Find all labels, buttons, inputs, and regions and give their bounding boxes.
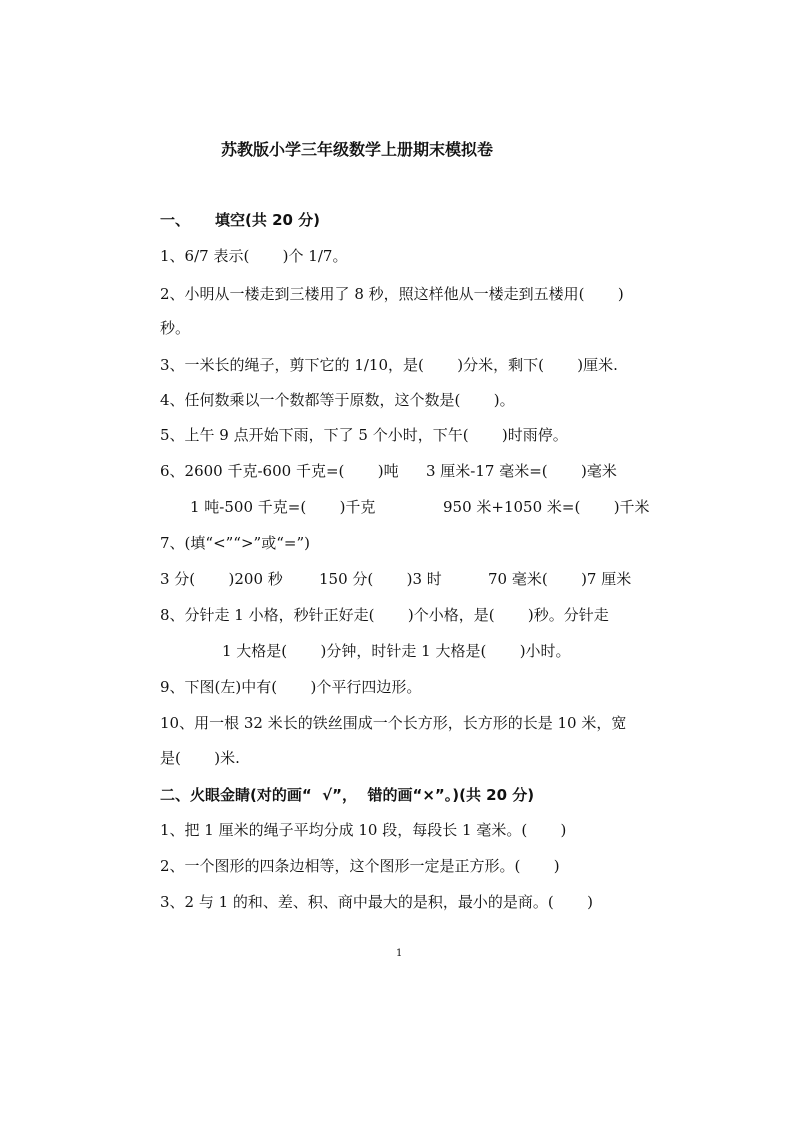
question-8-line-2: 1 大格是( )分钟，时针走 1 大格是( )小时。 bbox=[222, 642, 571, 660]
question-2-line-1: 2、小明从一楼走到三楼用了 8 秒，照这样他从一楼走到五楼用( ) bbox=[160, 285, 624, 303]
section2-heading: 二、火眼金睛(对的画“ √”， 错的画“×”。)(共 20 分) bbox=[160, 786, 535, 804]
question-10-line-2: 是( )米. bbox=[160, 749, 240, 767]
question-2-line-2: 秒。 bbox=[160, 319, 191, 337]
question-6c: 1 吨-500 千克=( )千克 bbox=[190, 498, 376, 516]
section1-heading: 填空(共 20 分) bbox=[215, 211, 321, 229]
question-3: 3、一米长的绳子，剪下它的 1/10，是( )分米，剩下( )厘米. bbox=[160, 356, 618, 374]
question-7c: 70 毫米( )7 厘米 bbox=[488, 570, 632, 588]
tf-question-3: 3、2 与 1 的和、差、积、商中最大的是积，最小的是商。( ) bbox=[160, 893, 594, 911]
question-5: 5、上午 9 点开始下雨，下了 5 个小时，下午( )时雨停。 bbox=[160, 426, 568, 444]
section1-number: 一、 bbox=[160, 211, 191, 229]
question-7-prompt: 7、(填“<”“>”或“=”) bbox=[160, 534, 310, 552]
tf-question-1: 1、把 1 厘米的绳子平均分成 10 段，每段长 1 毫米。( ) bbox=[160, 821, 567, 839]
question-6d: 950 米+1050 米=( )千米 bbox=[443, 498, 650, 516]
question-7a: 3 分( )200 秒 bbox=[160, 570, 283, 588]
question-9: 9、下图(左)中有( )个平行四边形。 bbox=[160, 678, 422, 696]
question-8-line-1: 8、分针走 1 小格，秒针正好走( )个小格，是( )秒。分针走 bbox=[160, 606, 609, 624]
question-6a: 6、2600 千克-600 千克=( )吨 bbox=[160, 462, 399, 480]
tf-question-2: 2、一个图形的四条边相等，这个图形一定是正方形。( ) bbox=[160, 857, 560, 875]
question-4: 4、任何数乘以一个数都等于原数，这个数是( )。 bbox=[160, 391, 515, 409]
question-7b: 150 分( )3 时 bbox=[319, 570, 442, 588]
question-10-line-1: 10、用一根 32 米长的铁丝围成一个长方形，长方形的长是 10 米，宽 bbox=[160, 714, 627, 732]
question-6b: 3 厘米-17 毫米=( )毫米 bbox=[426, 462, 617, 480]
page-number: 1 bbox=[396, 948, 403, 959]
question-1: 1、6/7 表示( )个 1/7。 bbox=[160, 247, 348, 265]
exam-title: 苏教版小学三年级数学上册期末模拟卷 bbox=[221, 140, 494, 159]
